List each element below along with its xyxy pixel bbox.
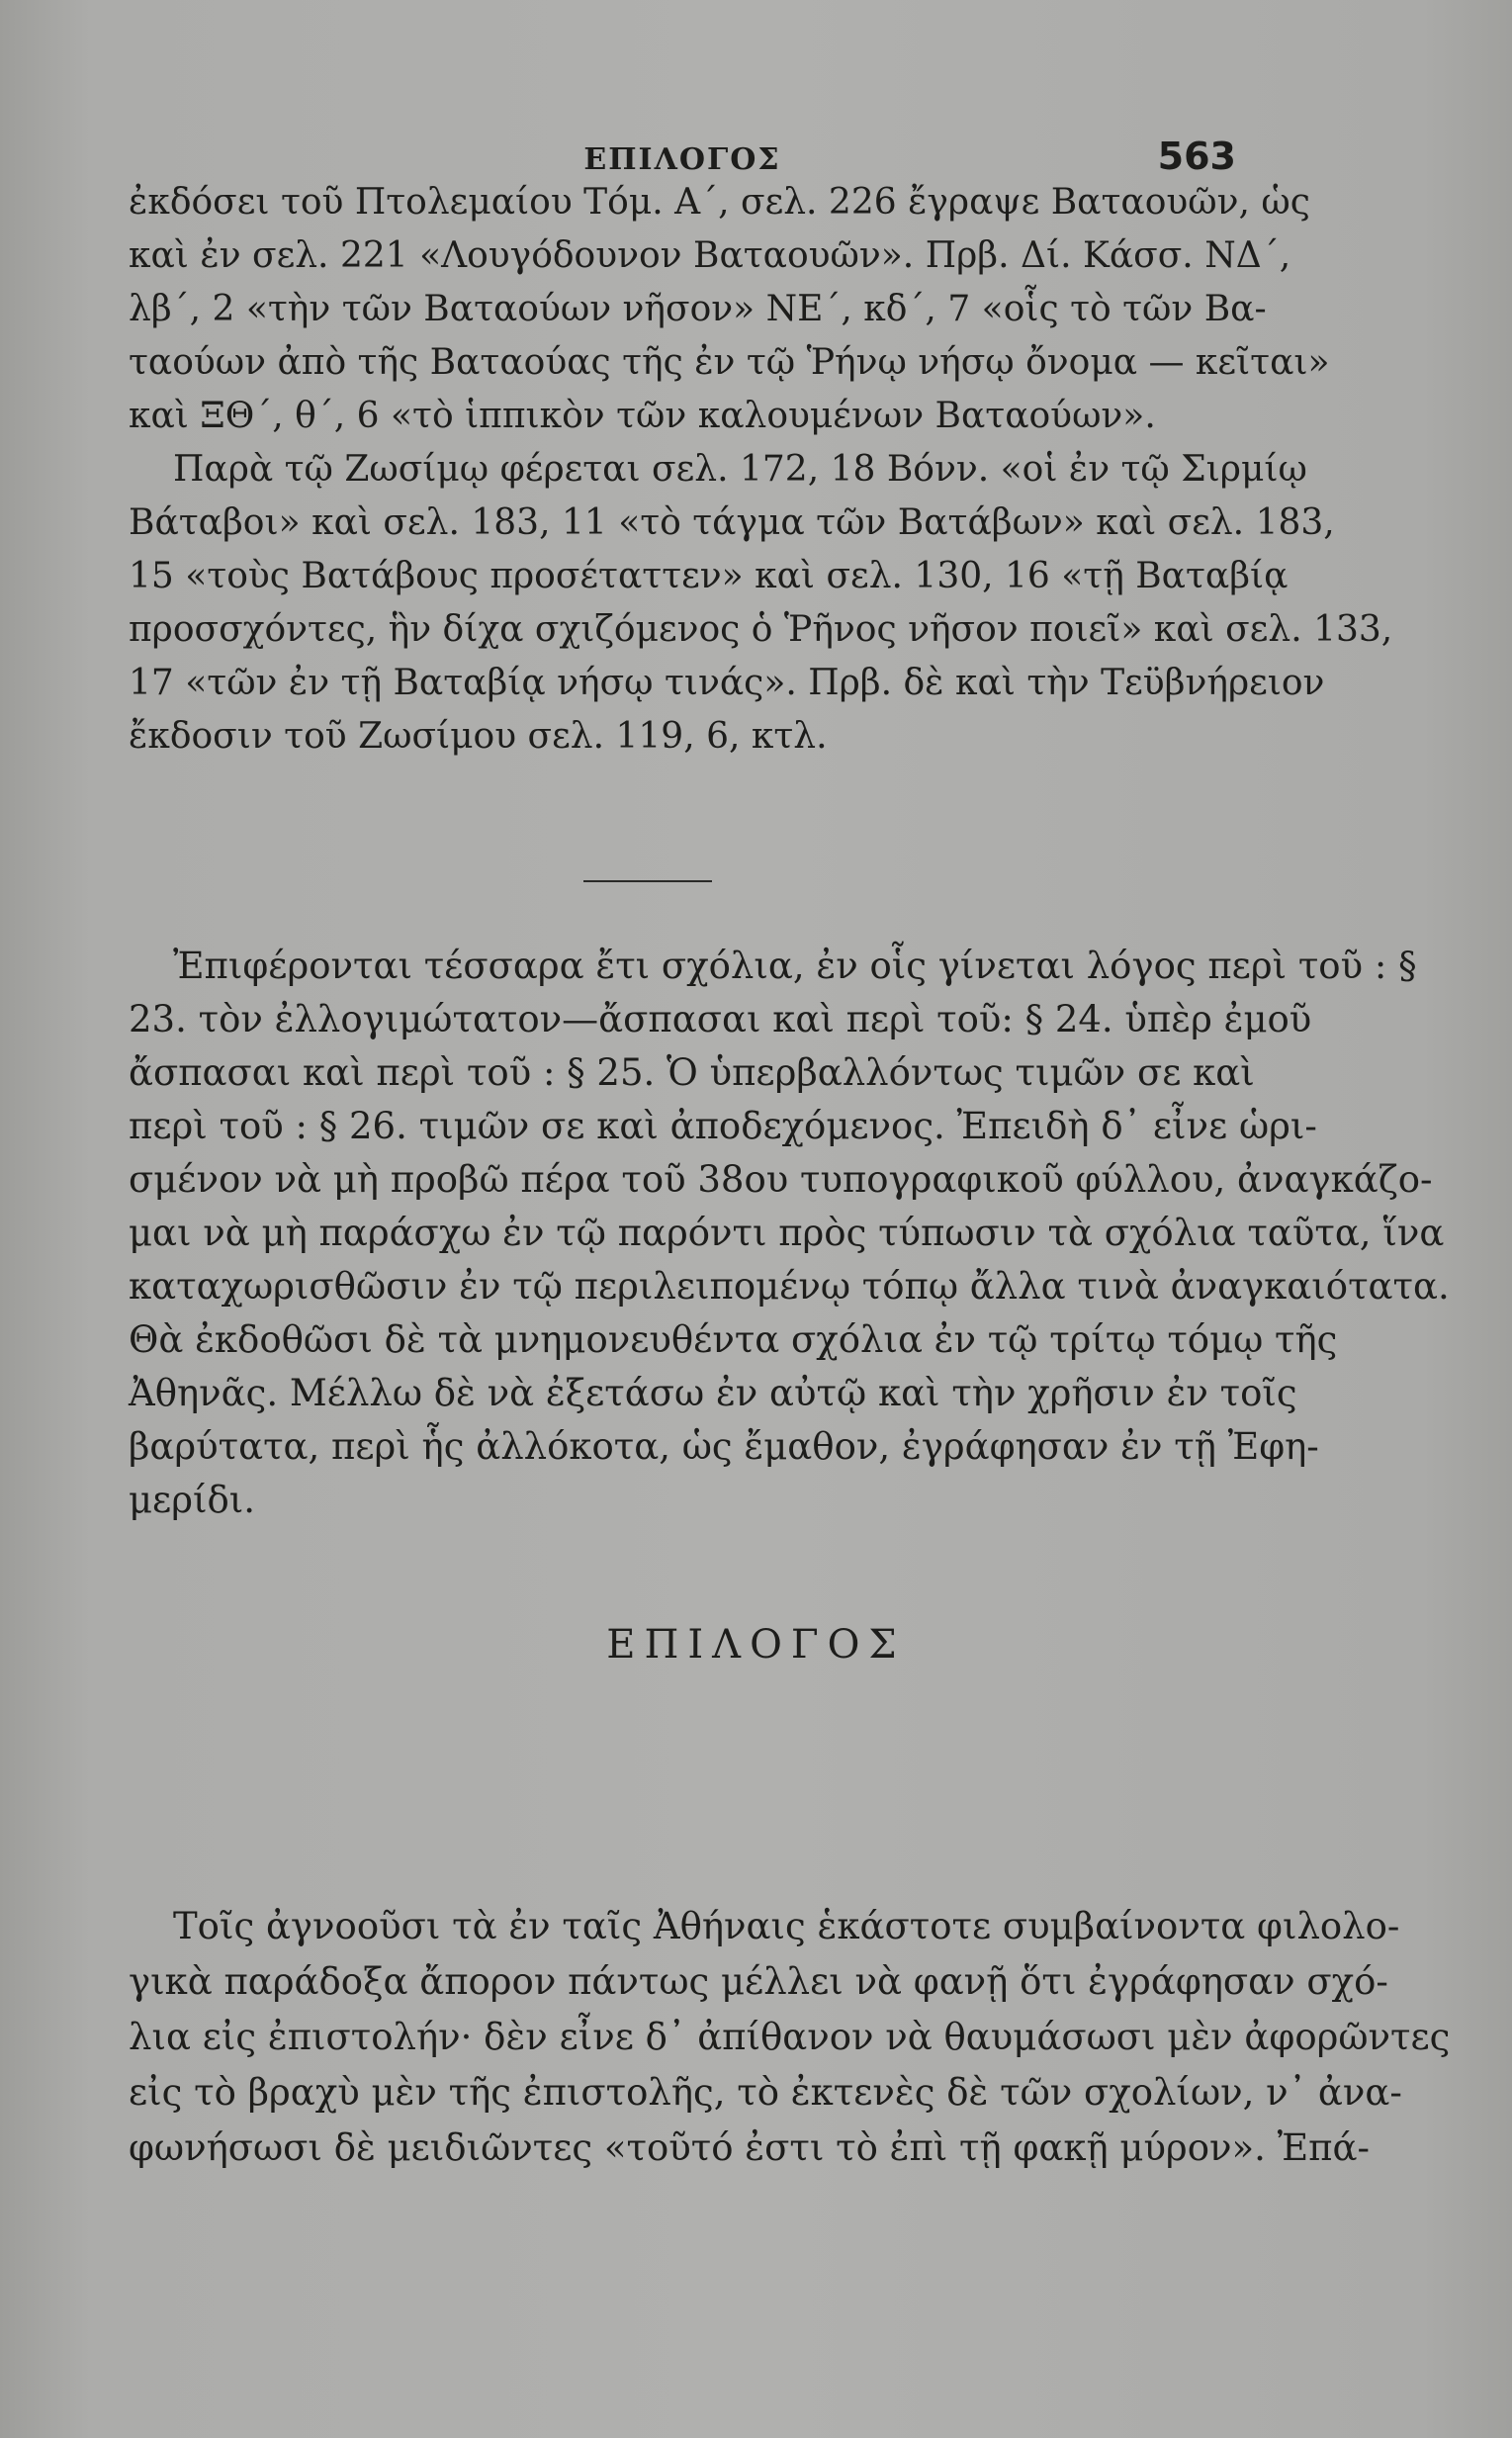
main-paragraph bbox=[129, 940, 1450, 1527]
text-line: καὶ ΞΘ΄, θ΄, 6 «τὸ ἱππικὸν τῶν καλουμένων Βαταούων». bbox=[129, 396, 1156, 436]
note-paragraph bbox=[129, 443, 1393, 764]
text-line: βαρύτατα, περὶ ἧς ἀλλόκοτα, ὡς ἔμαθον, ἐγράφησαν ἐν τῇ Ἐφη- bbox=[129, 1425, 1319, 1468]
text-line: Ἐπιφέρονται τέσσαρα ἔτι σχόλια, ἐν οἷς γίνεται λόγος περὶ τοῦ : § bbox=[173, 945, 1417, 987]
separator-rule bbox=[583, 880, 712, 882]
text-line: Βάταβοι» καὶ σελ. 183, 11 «τὸ τάγμα τῶν Βατάβων» καὶ σελ. 183, bbox=[129, 502, 1335, 543]
text-line: Τοῖς ἀγνοοῦσι τὰ ἐν ταῖς Ἀθήναις ἑκάστοτε συμβαίνοντα φιλολο- bbox=[173, 1905, 1400, 1947]
text-line: προσσχόντες, ἣν δίχα σχιζόμενος ὁ Ῥῆνος νῆσον ποιεῖ» καὶ σελ. 133, bbox=[129, 609, 1393, 650]
text-line: 17 «τῶν ἐν τῇ Βαταβίᾳ νήσῳ τινάς». Πρβ. δὲ καὶ τὴν Τεϋβνήρειον bbox=[129, 663, 1325, 703]
text-line: λια εἰς ἐπιστολήν· δὲν εἶνε δ᾽ ἀπίθανον νὰ θαυμάσωσι μὲν ἀφορῶντες bbox=[129, 2016, 1451, 2058]
text-line: εἰς τὸ βραχὺ μὲν τῆς ἐπιστολῆς, τὸ ἐκτενὲς δὲ τῶν σχολίων, ν᾽ ἀνα- bbox=[129, 2071, 1402, 2114]
text-line: 23. τὸν ἐλλογιμώτατον—ἄσπασαι καὶ περὶ τοῦ: § 24. ὑπὲρ ἐμοῦ bbox=[129, 998, 1312, 1040]
text-line: καταχωρισθῶσιν ἐν τῷ περιλειπομένῳ τόπῳ ἄλλα τινὰ ἀναγκαιότατα. bbox=[129, 1265, 1450, 1308]
text-line: Παρὰ τῷ Ζωσίμῳ φέρεται σελ. 172, 18 Βόνν. «οἱ ἐν τῷ Σιρμίῳ bbox=[173, 449, 1307, 490]
footnote-continuation bbox=[129, 176, 1393, 764]
epilogue-paragraph bbox=[129, 1899, 1451, 2176]
text-line: ἐκδόσει τοῦ Πτολεμαίου Τόμ. Α΄, σελ. 226 ἔγραψε Βαταουῶν, ὡς bbox=[129, 182, 1310, 223]
section-title: ΕΠΙΛΟΓΟΣ bbox=[606, 1622, 906, 1668]
text-line: λβ΄, 2 «τὴν τῶν Βαταούων νῆσον» ΝΕ΄, κδ΄, 7 «οἷς τὸ τῶν Βα- bbox=[129, 289, 1267, 329]
text-line: ἄσπασαι καὶ περὶ τοῦ : § 25. Ὁ ὑπερβαλλόντως τιμῶν σε καὶ bbox=[129, 1051, 1255, 1094]
text-line: σμένον νὰ μὴ προβῶ πέρα τοῦ 38ου τυπογραφικοῦ φύλλου, ἀναγκάζο- bbox=[129, 1158, 1433, 1201]
text-line: 15 «τοὺς Βατάβους προσέταττεν» καὶ σελ. 130, 16 «τῇ Βαταβίᾳ bbox=[129, 556, 1289, 596]
text-line: Ἀθηνᾶς. Μέλλω δὲ νὰ ἐξετάσω ἐν αὐτῷ καὶ τὴν χρῆσιν ἐν τοῖς bbox=[129, 1372, 1297, 1414]
text-line: μαι νὰ μὴ παράσχω ἐν τῷ παρόντι πρὸς τύπωσιν τὰ σχόλια ταῦτα, ἵνα bbox=[129, 1212, 1445, 1254]
text-line: μερίδι. bbox=[129, 1479, 256, 1521]
running-head-title: ΕΠΙΛΟΓΟΣ bbox=[583, 142, 781, 177]
page-number: 563 bbox=[1157, 135, 1236, 178]
text-line: φωνήσωσι δὲ μειδιῶντες «τοῦτό ἐστι τὸ ἐπὶ τῇ φακῇ μύρον». Ἐπά- bbox=[129, 2126, 1370, 2169]
note-paragraph bbox=[129, 176, 1330, 443]
text-line: περὶ τοῦ : § 26. τιμῶν σε καὶ ἀποδεχόμενος. Ἐπειδὴ δ᾽ εἶνε ὡρι- bbox=[129, 1105, 1317, 1147]
text-line: ταούων ἀπὸ τῆς Βαταούας τῆς ἐν τῷ Ῥήνῳ νήσῳ ὄνομα — κεῖται» bbox=[129, 342, 1330, 383]
text-line: γικὰ παράδοξα ἄπορον πάντως μέλλει νὰ φανῇ ὅτι ἐγράφησαν σχό- bbox=[129, 1960, 1388, 2003]
text-line: Θὰ ἐκδοθῶσι δὲ τὰ μνημονευθέντα σχόλια ἐν τῷ τρίτῳ τόμῳ τῆς bbox=[129, 1318, 1338, 1361]
text-line: ἔκδοσιν τοῦ Ζωσίμου σελ. 119, 6, κτλ. bbox=[129, 716, 828, 757]
text-line: καὶ ἐν σελ. 221 «Λουγόδουνον Βαταουῶν». Πρβ. Δί. Κάσσ. ΝΔ΄, bbox=[129, 235, 1291, 276]
